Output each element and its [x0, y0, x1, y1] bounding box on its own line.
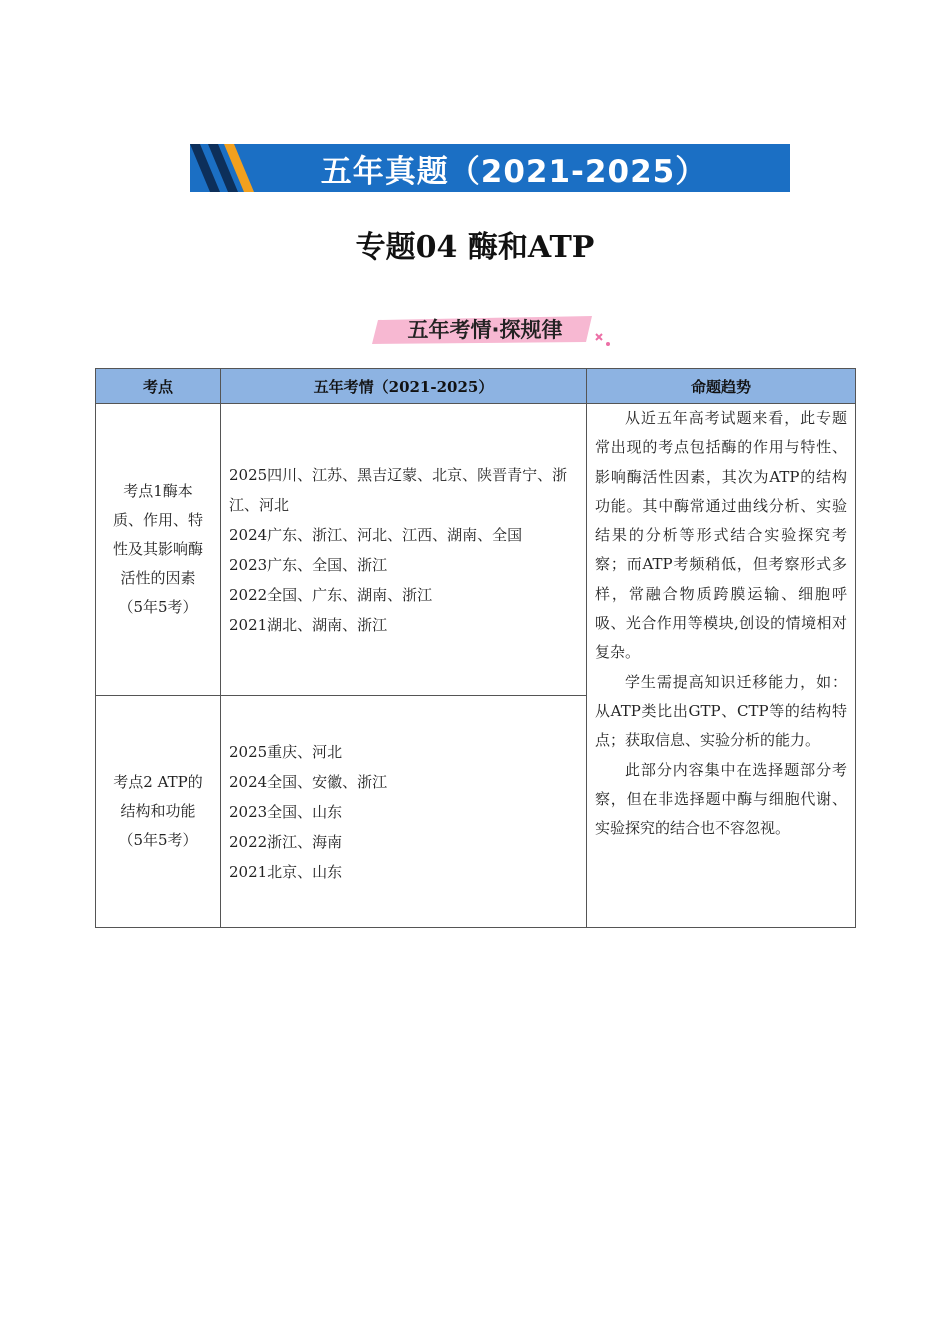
trend-cell	[587, 404, 856, 928]
header-point: 考点	[96, 369, 221, 404]
banner-title: 五年真题（2021-2025）	[320, 153, 708, 190]
point-cell: 考点1酶本 质、作用、特 性及其影响酶 活性的因素 （5年5考）	[96, 404, 221, 696]
exam-overview-table	[95, 368, 856, 928]
trend-paragraph: 从近五年高考试题来看，此专题常出现的考点包括酶的作用与特性、影响酶活性因素，其次为ATP的结构功能。其中酶常通过曲线分析、实验结果的分析等形式结合实验探究考察；而ATP考频稍低，但考察形式多样，常融合物质跨膜运输、细胞呼吸、光合作用等模块,创设的情境相对复杂。	[595, 409, 847, 662]
point-cell: 考点2 ATP的 结构和功能 （5年5考）	[96, 696, 221, 928]
section-heading	[370, 304, 618, 352]
table-row	[96, 404, 856, 696]
table-header-row	[96, 369, 856, 404]
years-cell: 2025重庆、河北 2024全国、安徽、浙江 2023全国、山东 2022浙江、海南 2021北京、山东	[221, 696, 587, 928]
stripe-decoration-icon	[190, 144, 270, 192]
document-title: 专题04 酶和ATP	[355, 230, 595, 265]
header-years: 五年考情（2021-2025）	[221, 369, 587, 404]
header-trend: 命题趋势	[587, 369, 856, 404]
trend-paragraph: 此部分内容集中在选择题部分考察，但在非选择题中酶与细胞代谢、实验探究的结合也不容忽视。	[595, 760, 847, 838]
trend-paragraph: 学生需提高知识迁移能力，如：从ATP类比出GTP、CTP等的结构特点；获取信息、实验分析的能力。	[595, 672, 847, 750]
years-cell: 2025四川、江苏、黑吉辽蒙、北京、陕晋青宁、浙江、河北 2024广东、浙江、河北、江西、湖南、全国 2023广东、全国、浙江 2022全国、广东、湖南、浙江 2021湖北、湖南、浙江	[221, 404, 587, 696]
section-heading-text: 五年考情·探规律	[407, 318, 563, 342]
header-banner	[190, 144, 790, 192]
